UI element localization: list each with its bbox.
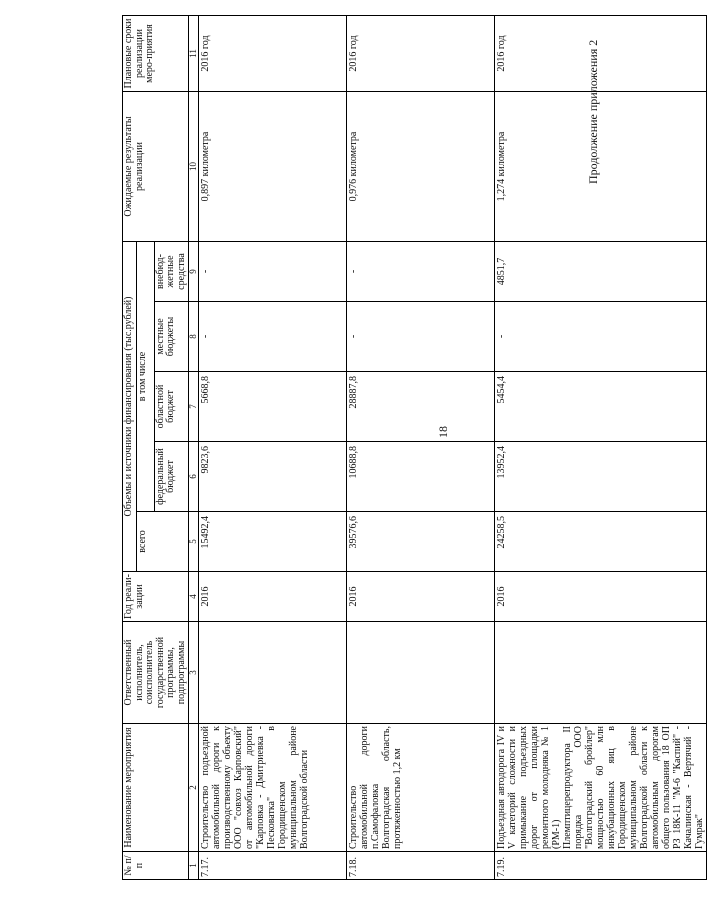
row-federal: 10688,8 bbox=[347, 442, 495, 512]
financing-table bbox=[122, 15, 707, 880]
header-expected: Ожидаемые результаты реализации bbox=[123, 92, 189, 242]
row-extra: - bbox=[347, 242, 495, 302]
row-year: 2016 bbox=[199, 572, 347, 622]
col-number: 9 bbox=[189, 242, 199, 302]
row-total: 24258,5 bbox=[495, 512, 707, 572]
table-row bbox=[495, 16, 707, 880]
header-extrabudget: внебюд-жетные средства bbox=[154, 242, 189, 302]
row-local: - bbox=[495, 302, 707, 372]
row-num: 7.18. bbox=[347, 852, 495, 880]
row-name: Строительство подъездной автомобильной дороги к производственному объекту ООО "совхоз Карповский" от автомобильной дороги "Карповка - Дмитриевка - Песковатка" в Городищенском муниципальном районе Волгоградской области bbox=[199, 724, 347, 852]
col-number: 10 bbox=[189, 92, 199, 242]
row-year: 2016 bbox=[347, 572, 495, 622]
header-local: местные бюджеты bbox=[154, 302, 189, 372]
col-number: 4 bbox=[189, 572, 199, 622]
table-row bbox=[347, 16, 495, 880]
header-financing: Объемы и источники финансирования (тыс.рублей) bbox=[123, 242, 137, 572]
row-total: 15492,4 bbox=[199, 512, 347, 572]
header-num: № п/п bbox=[123, 852, 189, 880]
row-num: 7.17. bbox=[199, 852, 347, 880]
header-including: в том числе bbox=[136, 242, 154, 512]
row-regional: 28887,8 bbox=[347, 372, 495, 442]
row-regional: 5668,8 bbox=[199, 372, 347, 442]
col-number: 6 bbox=[189, 442, 199, 512]
header-regional: областной бюджет bbox=[154, 372, 189, 442]
row-local: - bbox=[347, 302, 495, 372]
row-num: 7.19. bbox=[495, 852, 707, 880]
row-local: - bbox=[199, 302, 347, 372]
col-number: 2 bbox=[189, 724, 199, 852]
table-row bbox=[199, 16, 347, 880]
row-result: 0,897 километра bbox=[199, 92, 347, 242]
row-term: 2016 год bbox=[199, 16, 347, 92]
row-name: Строительство автомобильной дороги п.Самофаловка Волгоградская область, протяженностью 1,2 км bbox=[347, 724, 495, 852]
row-federal: 9823,6 bbox=[199, 442, 347, 512]
col-number: 1 bbox=[189, 852, 199, 880]
row-term: 2016 год bbox=[495, 16, 707, 92]
header-year: Год реали-зации bbox=[123, 572, 189, 622]
col-number: 3 bbox=[189, 622, 199, 724]
row-year: 2016 bbox=[495, 572, 707, 622]
row-federal: 13952,4 bbox=[495, 442, 707, 512]
header-planned: Плановые сроки реализации меро-приятия bbox=[123, 16, 189, 92]
col-number: 5 bbox=[189, 512, 199, 572]
row-term: 2016 год bbox=[347, 16, 495, 92]
page-number: 18 bbox=[436, 426, 450, 438]
header-federal: федеральный бюджет bbox=[154, 442, 189, 512]
row-executor bbox=[495, 622, 707, 724]
row-extra: 4851,7 bbox=[495, 242, 707, 302]
header-name: Наименование мероприятия bbox=[123, 724, 189, 852]
column-number-row bbox=[189, 16, 199, 880]
header-total: всего bbox=[136, 512, 189, 572]
col-number: 11 bbox=[189, 16, 199, 92]
row-executor bbox=[199, 622, 347, 724]
row-result: 1,274 километра bbox=[495, 92, 707, 242]
row-result: 0,976 километра bbox=[347, 92, 495, 242]
col-number: 8 bbox=[189, 302, 199, 372]
row-extra: - bbox=[199, 242, 347, 302]
col-number: 7 bbox=[189, 372, 199, 442]
row-total: 39576,6 bbox=[347, 512, 495, 572]
row-executor bbox=[347, 622, 495, 724]
header-executor: Ответственный исполнитель, соисполнитель государственной программы, подпрограммы bbox=[123, 622, 189, 724]
row-name: Подъездная автодорога IV и V категорий сложности и примыкание подъездных дорог от площадки ремонтного молодняка № 1 (РМ-1) Племптицерепродуктора II порядка ООО "Волгоградский бройлер" мощностью 60 млн инкубационных яиц в Городищенском муниципальном районе Волгоградской области к автомобильным дорогам общего пользования 18 ОП РЗ 18К-11 "М-6 "Каспий" - Качалинская - Вертячий - Гумрак" bbox=[495, 724, 707, 852]
row-regional: 5454,4 bbox=[495, 372, 707, 442]
appendix-continuation: Продолжение приложения 2 bbox=[586, 39, 600, 184]
